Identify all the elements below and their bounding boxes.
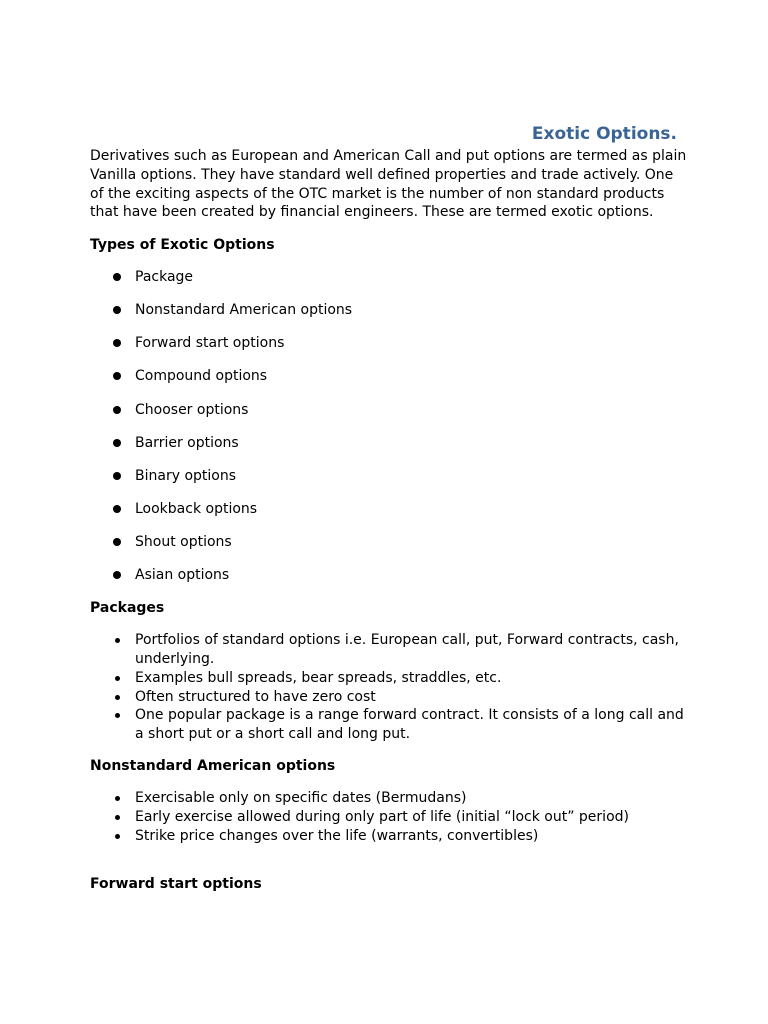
list-item-text: Early exercise allowed during only part of life (initial “lock out” period) xyxy=(135,808,629,825)
bullet-icon xyxy=(115,695,120,700)
bullet-icon xyxy=(115,834,120,839)
list-item-text: Asian options xyxy=(135,567,230,584)
packages-list xyxy=(90,631,690,744)
list-item-text: Lookback options xyxy=(135,500,258,517)
list-item xyxy=(90,688,690,707)
nonstandard-list xyxy=(90,789,690,845)
list-item xyxy=(90,789,690,808)
list-item xyxy=(90,434,690,452)
bullet-icon xyxy=(113,406,121,414)
list-item xyxy=(90,631,690,669)
document-title: Exotic Options. xyxy=(531,124,677,144)
list-item-text: Often structured to have zero cost xyxy=(135,688,376,705)
list-item-text: Binary options xyxy=(135,467,237,484)
list-item xyxy=(90,301,690,319)
bullet-icon xyxy=(115,796,120,801)
packages-heading: Packages xyxy=(90,600,165,617)
bullet-icon xyxy=(113,339,121,347)
bullet-icon xyxy=(113,538,121,546)
list-item xyxy=(90,268,690,286)
bullet-icon xyxy=(115,638,120,643)
list-item-text: Portfolios of standard options i.e. European call, put, Forward contracts, cash, underlying. xyxy=(135,632,679,667)
list-item-text: One popular package is a range forward contract. It consists of a long call and a short put or a short call and long put. xyxy=(135,707,684,743)
list-item xyxy=(90,566,690,584)
list-item xyxy=(90,669,690,688)
types-heading: Types of Exotic Options xyxy=(90,237,275,254)
list-item-text: Chooser options xyxy=(135,401,249,418)
bullet-icon xyxy=(113,439,121,447)
bullet-icon xyxy=(113,472,121,480)
list-item-text: Package xyxy=(135,269,194,286)
bullet-icon xyxy=(115,713,120,718)
list-item xyxy=(90,533,690,551)
forward-start-heading: Forward start options xyxy=(90,876,262,893)
nonstandard-heading: Nonstandard American options xyxy=(90,757,336,774)
list-item xyxy=(90,334,690,352)
bullet-icon xyxy=(113,306,121,314)
list-item xyxy=(90,367,690,385)
intro-paragraph: Derivatives such as European and American Call and put options are termed as plain Vanilla options. They have standard well defined properties and trade actively. One of the exciting aspects of the OTC market is the number of non standard products that have been created by financial engineers. These are termed exotic options. xyxy=(90,148,687,221)
list-item-text: Exercisable only on specific dates (Bermudans) xyxy=(135,789,467,806)
list-item xyxy=(90,401,690,419)
bullet-icon xyxy=(115,676,120,681)
bullet-icon xyxy=(113,505,121,513)
bullet-icon xyxy=(115,815,120,820)
list-item-text: Nonstandard American options xyxy=(135,302,353,319)
bullet-icon xyxy=(113,372,121,380)
list-item xyxy=(90,827,690,846)
types-list xyxy=(90,268,690,584)
list-item xyxy=(90,808,690,827)
list-item xyxy=(90,706,690,744)
list-item xyxy=(90,500,690,518)
list-item-text: Shout options xyxy=(135,533,232,550)
list-item xyxy=(90,467,690,485)
bullet-icon xyxy=(113,273,121,281)
list-item-text: Strike price changes over the life (warrants, convertibles) xyxy=(135,827,539,844)
list-item-text: Examples bull spreads, bear spreads, straddles, etc. xyxy=(135,669,502,686)
list-item-text: Forward start options xyxy=(135,335,285,352)
document-body xyxy=(90,147,690,893)
list-item-text: Barrier options xyxy=(135,434,239,451)
list-item-text: Compound options xyxy=(135,368,268,385)
bullet-icon xyxy=(113,571,121,579)
